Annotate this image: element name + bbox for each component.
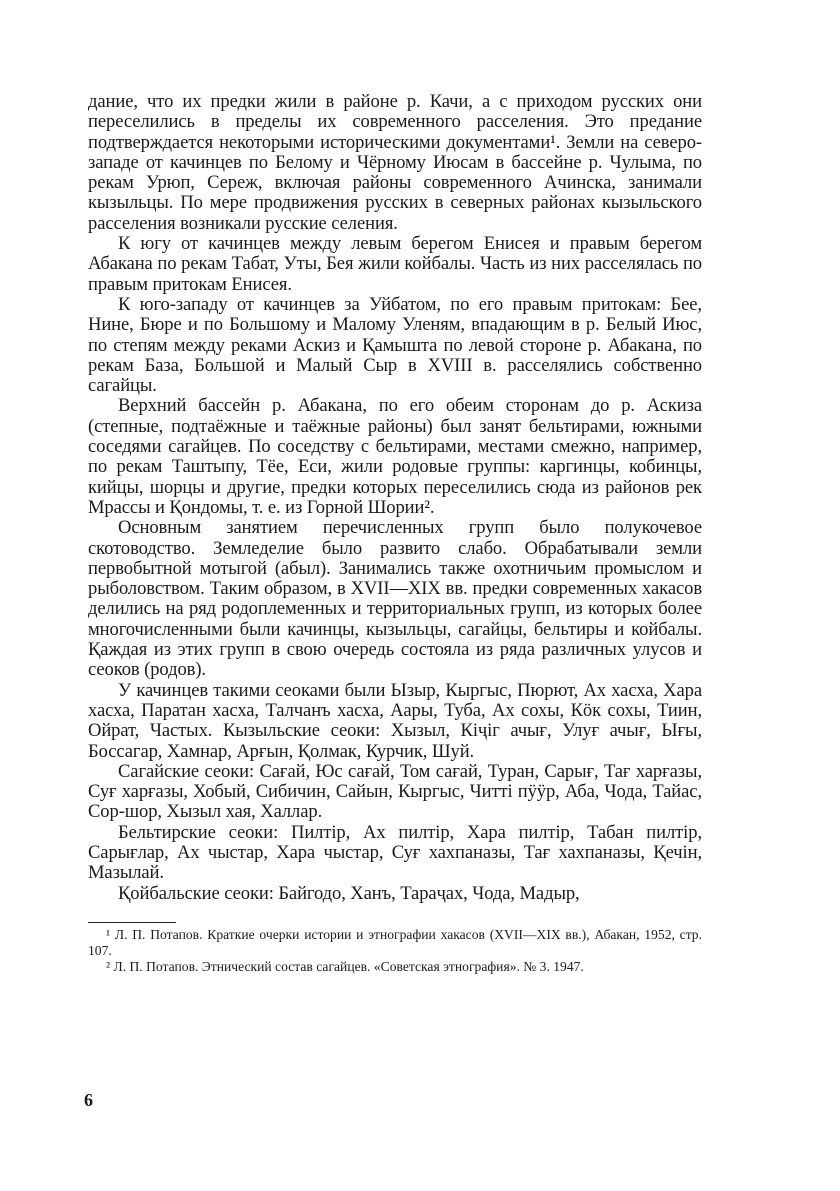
paragraph: дание, что их предки жили в районе р. Качи, а с приходом русских они переселились в пределы их современного расселения. Это предание подтверждается некоторыми историческими документами¹. Земли на северо-западе от качинцев по Белому и Чёрному Июсам в бассейне р. Чулыма, по рекам Урюп, Сереж, включая районы современного Ачинска, занимали кызыльцы. По мере продвижения русских в северных районах кызыльского расселения возникали русские селения. [88,91,702,234]
page-number: 6 [84,1090,93,1110]
paragraph: Основным занятием перечисленных групп было полукочевое скотоводство. Земледелие было развито слабо. Обрабатывали земли первобытной мотыгой (абыл). Занимались также охотничьим промыслом и рыболовством. Таким образом, в XVII—XIX вв. предки современных хакасов делились на ряд родоплеменных и территориальных групп, из которых более многочисленными были качинцы, кызыльцы, сагайцы, бельтиры и койбалы. Қаждая из этих групп в свою очередь состояла из ряда различных улусов и сеоков (родов). [88,517,702,681]
paragraph: К югу от качинцев между левым берегом Енисея и правым берегом Абакана по рекам Табат, Уты, Бея жили койбалы. Часть из них расселялась по правым притокам Енисея. [88,233,702,295]
page [88,92,702,975]
paragraph: Верхний бассейн р. Абакана, по его обеим сторонам до р. Аскиза (степные, подтаёжные и таёжные районы) был занят бельтирами, южными соседями сагайцев. По соседству с бельтирами, местами смежно, например, по рекам Таштыпу, Тёе, Еси, жили родовые группы: каргинцы, кобинцы, кийцы, шорцы и другие, предки которых переселились сюда из районов рек Мрассы и Қондомы, т. е. из Горной Шории². [88,395,702,518]
paragraph: У качинцев такими сеоками были Ызыр, Кыргыс, Пюрют, Ах хасха, Хара хасха, Паратан хасха, Талчанъ хасха, Аары, Туба, Ах сохы, Кӧк сохы, Тиин, Ойрат, Частых. Кызыльские сеоки: Хызыл, Кіҷіг ачығ, Улуғ ачығ, Ығы, Боссагар, Хамнар, Арғын, Қолмак, Курчик, Шуй. [88,679,702,762]
footnote: ² Л. П. Потапов. Этнический состав сагайцев. «Советская этнография». № 3. 1947. [106,958,584,974]
paragraph: Бельтирские сеоки: Пилтір, Ах пилтір, Хара пилтір, Табан пилтір, Сарығлар, Ах чыстар, Хара чыстар, Суғ хахпаназы, Тағ хахпаназы, Қечін, Мазылай. [88,821,702,884]
paragraph: Сагайские сеоки: Сағай, Юс сағай, Том сағай, Туран, Сарығ, Тағ харғазы, Суғ харғазы, Хобый, Сибичин, Сайын, Кыргыс, Читті пӱӱр, Аба, Чода, Тайас, Сор-шор, Хызыл хая, Халлар. [88,760,702,823]
footnotes [88,927,702,975]
footnote: ¹ Л. П. Потапов. Краткие очерки истории и этнографии хакасов (XVII—XIX вв.), Абакан, 1952, стр. 107. [88,926,702,958]
paragraph: Қойбальские сеоки: Байгодо, Ханъ, Тараҷах, Чода, Мадыр, [118,882,580,904]
body-text [88,92,702,904]
footnote-divider [88,922,176,923]
paragraph: К юго-западу от качинцев за Уйбатом, по его правым притокам: Бее, Нине, Бюре и по Большому и Малому Уленям, впадающим в р. Белый Июс, по степям между реками Аскиз и Қамышта по левой стороне р. Абакана, по рекам База, Большой и Малый Сыр в XVIII в. расселялись собственно сагайцы. [88,293,702,397]
